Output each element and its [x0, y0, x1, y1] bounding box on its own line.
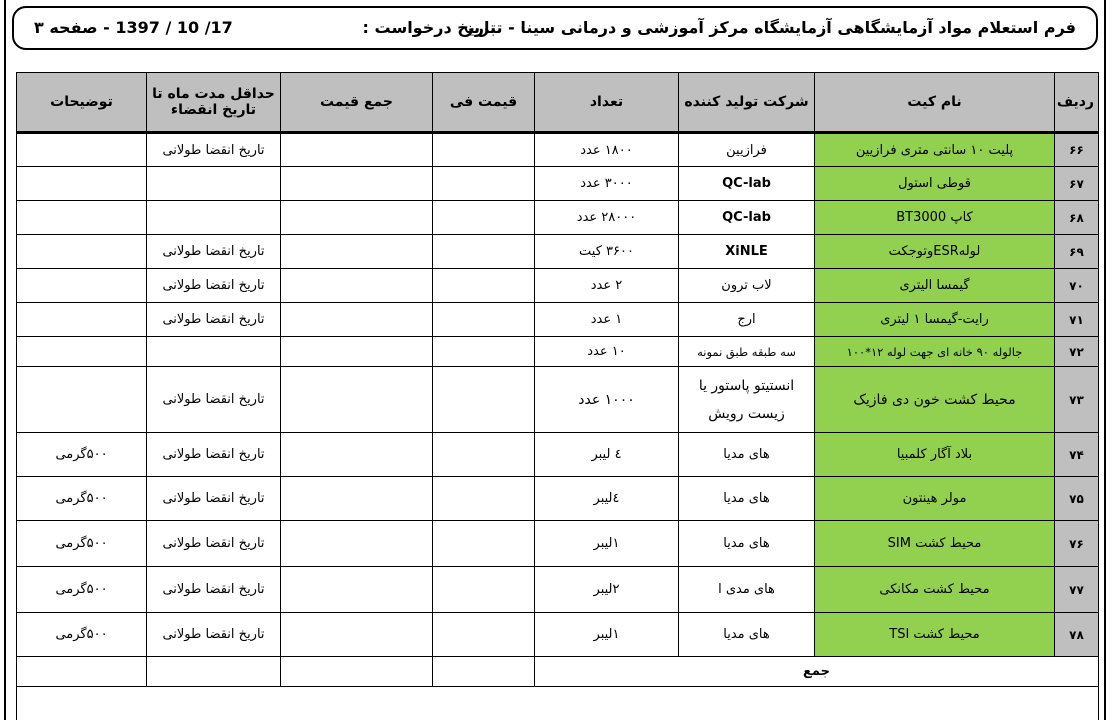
- request-date-value: 1397 / 10 /17: [115, 18, 233, 37]
- total-price: [281, 367, 433, 433]
- expiry: تاریخ انقضا طولانی: [147, 303, 281, 337]
- unit-price: [433, 201, 535, 235]
- notes: ۵۰۰گرمی: [17, 521, 147, 567]
- unit-price: [433, 303, 535, 337]
- sum-unit-price: [433, 657, 535, 687]
- quantity: ۱۰۰۰ عدد: [535, 367, 679, 433]
- expiry: تاریخ انقضا طولانی: [147, 567, 281, 613]
- unit-price: [433, 367, 535, 433]
- col-quantity: تعداد: [535, 73, 679, 133]
- row-no: ۷۶: [1055, 521, 1099, 567]
- quantity: ۳۶۰۰ کیت: [535, 235, 679, 269]
- request-date: [363, 18, 496, 37]
- total-price: [281, 133, 433, 167]
- row-no: ۶۷: [1055, 167, 1099, 201]
- notes: [17, 167, 147, 201]
- total-price: [281, 477, 433, 521]
- unit-price: [433, 133, 535, 167]
- unit-price: [433, 567, 535, 613]
- total-price: [281, 269, 433, 303]
- row-no: ۶۹: [1055, 235, 1099, 269]
- quantity: ٤لیبر: [535, 477, 679, 521]
- table-row: [17, 521, 1099, 567]
- manufacturer: های مدیا: [679, 521, 815, 567]
- manufacturer: XiNLE: [679, 235, 815, 269]
- quantity: ۱ عدد: [535, 303, 679, 337]
- expiry: [147, 167, 281, 201]
- unit-price: [433, 337, 535, 367]
- table-body: [17, 133, 1099, 720]
- quantity: ٤ لیبر: [535, 433, 679, 477]
- manufacturer: های مدیا: [679, 477, 815, 521]
- col-total-price: جمع قیمت: [281, 73, 433, 133]
- expiry: [147, 337, 281, 367]
- notes: ۵۰۰گرمی: [17, 433, 147, 477]
- unit-price: [433, 521, 535, 567]
- sum-expiry: [147, 657, 281, 687]
- kit-name: جالوله ۹۰ خانه ای جهت لوله ۱۲*۱۰۰: [815, 337, 1055, 367]
- unit-price: [433, 613, 535, 657]
- notes: [17, 201, 147, 235]
- table-row: [17, 167, 1099, 201]
- manufacturer: های مدیا: [679, 433, 815, 477]
- col-unit-price: قیمت فی: [433, 73, 535, 133]
- manufacturer: های مدیا: [679, 613, 815, 657]
- table-row: [17, 337, 1099, 367]
- quantity: ۱لیبر: [535, 613, 679, 657]
- unit-price: [433, 433, 535, 477]
- blank-row: [17, 687, 1099, 720]
- quantity: ۳۰۰۰ عدد: [535, 167, 679, 201]
- manufacturer: های مدی ا: [679, 567, 815, 613]
- notes: [17, 367, 147, 433]
- expiry: تاریخ انقضا طولانی: [147, 235, 281, 269]
- notes: ۵۰۰گرمی: [17, 613, 147, 657]
- sum-notes: [17, 657, 147, 687]
- expiry: تاریخ انقضا طولانی: [147, 613, 281, 657]
- kit-name: محیط کشت مکانکی: [815, 567, 1055, 613]
- kit-name: رایت-گیمسا ۱ لیتری: [815, 303, 1055, 337]
- row-no: ۶۶: [1055, 133, 1099, 167]
- kit-name: قوطی استول: [815, 167, 1055, 201]
- quantity: ۲۸۰۰۰ عدد: [535, 201, 679, 235]
- manufacturer: سه طبقه طبق نمونه: [679, 337, 815, 367]
- table-row: [17, 201, 1099, 235]
- blank-cell: [17, 687, 1099, 720]
- row-no: ۷۵: [1055, 477, 1099, 521]
- table-row: [17, 303, 1099, 337]
- row-no: ۶۸: [1055, 201, 1099, 235]
- total-price: [281, 201, 433, 235]
- row-no: ۷۴: [1055, 433, 1099, 477]
- table-row: [17, 133, 1099, 167]
- date-and-page: [34, 18, 233, 37]
- table-header-row: [17, 73, 1099, 133]
- total-price: [281, 167, 433, 201]
- col-expiry: حداقل مدت ماه تا تاریخ انقضاء: [147, 73, 281, 133]
- table-row: [17, 567, 1099, 613]
- total-price: [281, 521, 433, 567]
- kit-name: مولر هینتون: [815, 477, 1055, 521]
- expiry: تاریخ انقضا طولانی: [147, 477, 281, 521]
- sum-row: [17, 657, 1099, 687]
- col-notes: توضیحات: [17, 73, 147, 133]
- quantity: ۲ عدد: [535, 269, 679, 303]
- sum-label: جمع: [535, 657, 1099, 687]
- page-label: صفحه ۳: [34, 18, 98, 37]
- manufacturer: ارج: [679, 303, 815, 337]
- manufacturer: QC-lab: [679, 167, 815, 201]
- sum-total-price: [281, 657, 433, 687]
- table-row: [17, 269, 1099, 303]
- kit-name: بلاد آگار کلمبیا: [815, 433, 1055, 477]
- row-no: ۷۲: [1055, 337, 1099, 367]
- quantity: ۱۸۰۰ عدد: [535, 133, 679, 167]
- form-header: [12, 6, 1098, 50]
- kit-name: محیط کشت SIM: [815, 521, 1055, 567]
- notes: [17, 337, 147, 367]
- kit-name: لولهESRوتوجکت: [815, 235, 1055, 269]
- col-row-no: ردیف: [1055, 73, 1099, 133]
- request-date-label: تاریخ درخواست :: [362, 18, 496, 37]
- quantity: ۱لیبر: [535, 521, 679, 567]
- manufacturer: فرازیین: [679, 133, 815, 167]
- expiry: [147, 201, 281, 235]
- unit-price: [433, 477, 535, 521]
- notes: [17, 235, 147, 269]
- notes: [17, 133, 147, 167]
- table-row: [17, 433, 1099, 477]
- expiry: تاریخ انقضا طولانی: [147, 521, 281, 567]
- table-row: [17, 367, 1099, 433]
- notes: ۵۰۰گرمی: [17, 477, 147, 521]
- row-no: ۷۷: [1055, 567, 1099, 613]
- kit-name: گیمسا الیتری: [815, 269, 1055, 303]
- unit-price: [433, 167, 535, 201]
- table-row: [17, 477, 1099, 521]
- unit-price: [433, 269, 535, 303]
- kit-name: کاپ BT3000: [815, 201, 1055, 235]
- expiry: تاریخ انقضا طولانی: [147, 133, 281, 167]
- inquiry-table: [16, 72, 1099, 720]
- kit-name: پلیت ۱۰ سانتی متری فرازیین: [815, 133, 1055, 167]
- notes: [17, 269, 147, 303]
- notes: [17, 303, 147, 337]
- quantity: ۱۰ عدد: [535, 337, 679, 367]
- manufacturer: لاب ترون: [679, 269, 815, 303]
- notes: ۵۰۰گرمی: [17, 567, 147, 613]
- kit-name: محیط کشت TSI: [815, 613, 1055, 657]
- col-manufacturer: شرکت تولید کننده: [679, 73, 815, 133]
- separator: -: [103, 18, 110, 37]
- expiry: تاریخ انقضا طولانی: [147, 367, 281, 433]
- kit-name: محیط کشت خون دی فازیک: [815, 367, 1055, 433]
- table-row: [17, 613, 1099, 657]
- expiry: تاریخ انقضا طولانی: [147, 433, 281, 477]
- quantity: ۲لیبر: [535, 567, 679, 613]
- row-no: ۷۸: [1055, 613, 1099, 657]
- total-price: [281, 337, 433, 367]
- total-price: [281, 303, 433, 337]
- row-no: ۷۳: [1055, 367, 1099, 433]
- total-price: [281, 235, 433, 269]
- unit-price: [433, 235, 535, 269]
- manufacturer: انستیتو پاستور یا زیست رویش: [679, 367, 815, 433]
- row-no: ۷۰: [1055, 269, 1099, 303]
- form-title: فرم استعلام مواد آزمایشگاهی آزمایشگاه مرکز آموزشی و درمانی سینا - تبریز: [464, 18, 1076, 37]
- col-kit-name: نام کیت: [815, 73, 1055, 133]
- total-price: [281, 433, 433, 477]
- total-price: [281, 613, 433, 657]
- row-no: ۷۱: [1055, 303, 1099, 337]
- total-price: [281, 567, 433, 613]
- table-row: [17, 235, 1099, 269]
- expiry: تاریخ انقضا طولانی: [147, 269, 281, 303]
- manufacturer: QC-lab: [679, 201, 815, 235]
